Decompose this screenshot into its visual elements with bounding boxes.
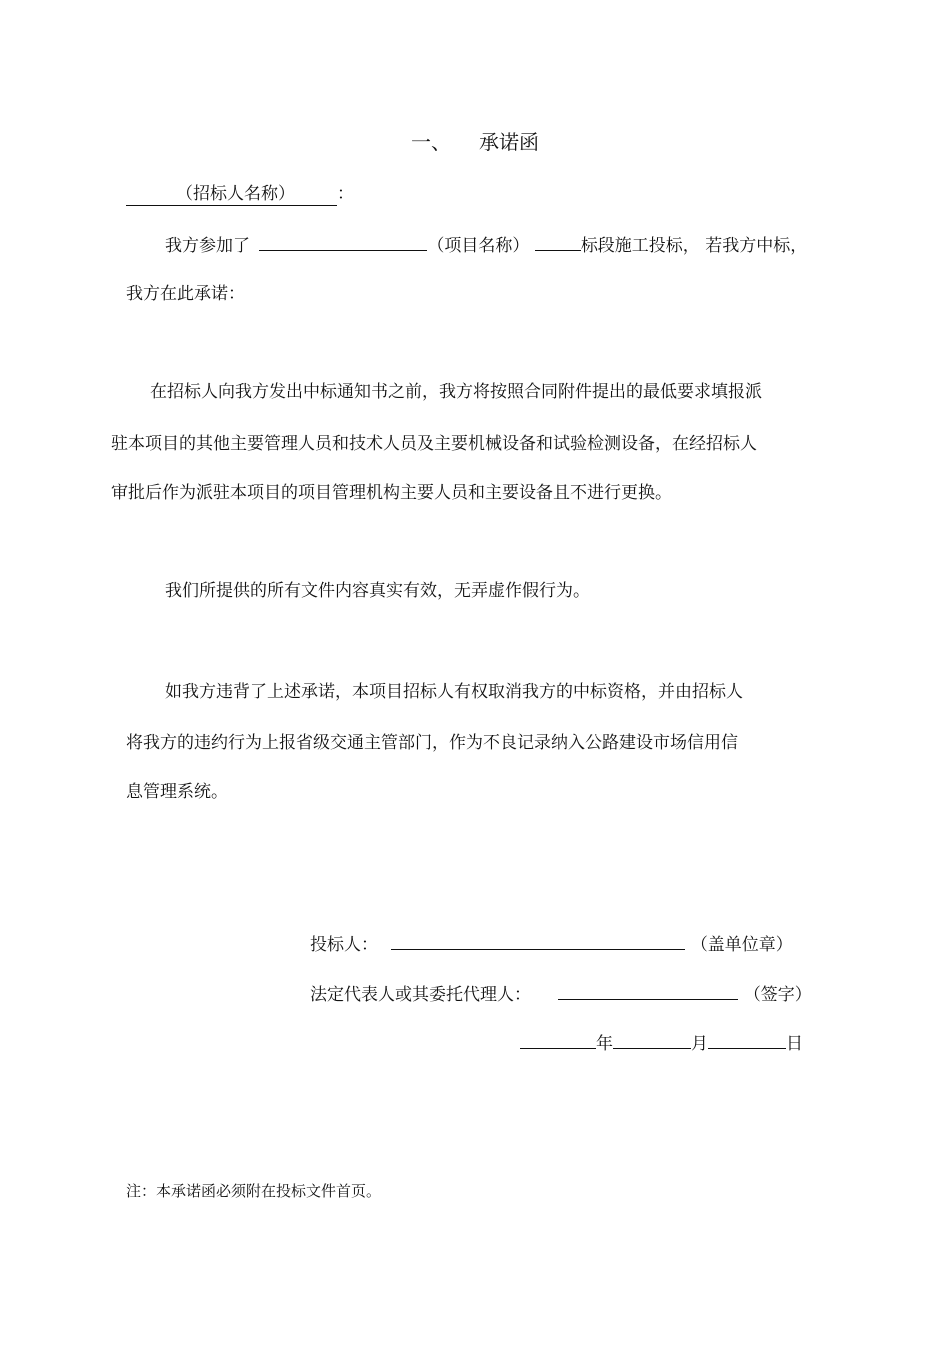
bidder-blank[interactable] <box>391 932 685 950</box>
day-blank[interactable] <box>708 1031 786 1049</box>
addressee-label: （招标人名称） <box>176 184 295 204</box>
para1-prefix: 我方参加了 <box>165 236 250 256</box>
para1-line2: 我方在此承诺： <box>126 284 245 304</box>
addressee-field[interactable] <box>126 184 337 206</box>
representative-suffix: （签字） <box>743 985 812 1005</box>
para1-project-label: （项目名称） <box>427 236 530 256</box>
para2-line1: 在招标人向我方发出中标通知书之前，我方将按照合同附件提出的最低要求填报派 <box>150 382 762 402</box>
para1-line1 <box>165 233 807 256</box>
year-label: 年 <box>596 1034 613 1054</box>
page-title <box>0 130 950 154</box>
title-text: 承诺函 <box>479 130 539 154</box>
bidder-line <box>310 932 793 955</box>
month-blank[interactable] <box>613 1031 691 1049</box>
representative-blank[interactable] <box>558 982 738 1000</box>
addressee-line <box>126 184 354 204</box>
year-blank[interactable] <box>520 1031 596 1049</box>
title-number: 一、 <box>411 130 451 154</box>
bidder-suffix: （盖单位章） <box>690 935 793 955</box>
para2-line3: 审批后作为派驻本项目的项目管理机构主要人员和主要设备且不进行更换。 <box>111 483 672 503</box>
bidder-label: 投标人： <box>310 935 378 955</box>
date-line <box>520 1031 803 1054</box>
para4-line1: 如我方违背了上述承诺，本项目招标人有权取消我方的中标资格，并由招标人 <box>165 682 743 702</box>
representative-label: 法定代表人或其委托代理人： <box>310 985 531 1005</box>
section-blank[interactable] <box>535 233 581 251</box>
day-label: 日 <box>786 1034 803 1054</box>
month-label: 月 <box>691 1034 708 1054</box>
addressee-colon: ： <box>337 184 354 204</box>
para1-suffix: 标段施工投标， 若我方中标， <box>580 236 808 256</box>
para4-line3: 息管理系统。 <box>126 782 228 802</box>
para3-line1: 我们所提供的所有文件内容真实有效，无弄虚作假行为。 <box>165 581 590 601</box>
representative-line <box>310 982 812 1005</box>
footnote: 注：本承诺函必须附在投标文件首页。 <box>126 1182 382 1200</box>
project-name-blank[interactable] <box>259 233 427 251</box>
para4-line2: 将我方的违约行为上报省级交通主管部门，作为不良记录纳入公路建设市场信用信 <box>126 733 738 753</box>
para2-line2: 驻本项目的其他主要管理人员和技术人员及主要机械设备和试验检测设备，在经招标人 <box>111 434 757 454</box>
